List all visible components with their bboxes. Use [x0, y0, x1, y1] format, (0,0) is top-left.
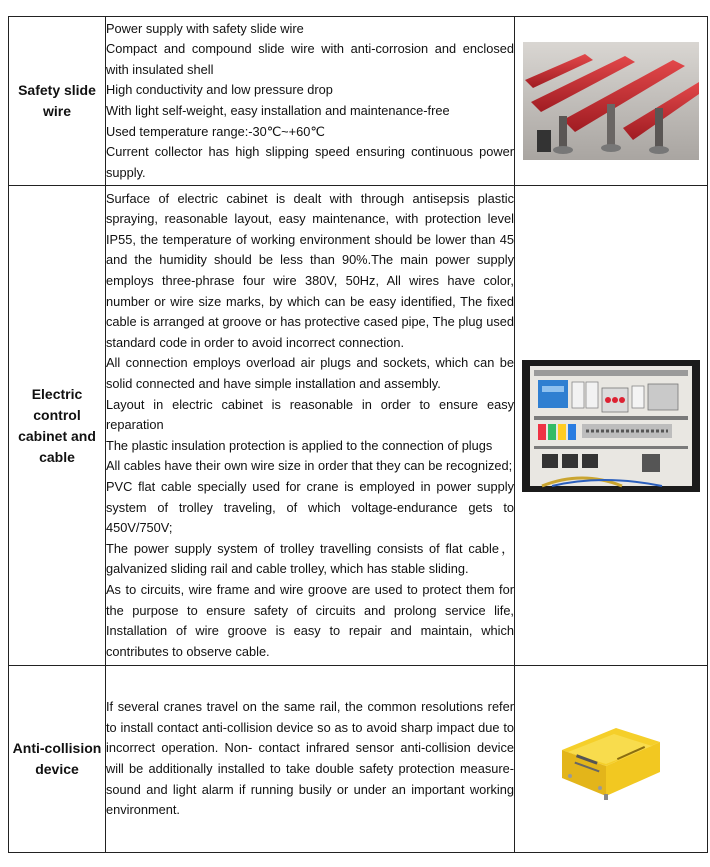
- description-line: All cables have their own wire size in order that they can be recognized;: [106, 458, 513, 474]
- description-line: Current collector has high slipping speed ensuring continuous power supply.: [106, 144, 514, 180]
- description-line: PVC flat cable specially used for crane is employed in power supply system of trolley traveling, of which voltage-endurance gets to 450V/750V;: [106, 478, 514, 536]
- row-image-cell: [515, 17, 708, 186]
- description-line: Power supply with safety slide wire: [106, 20, 304, 36]
- row-label: Electric control cabinet and cable: [9, 186, 106, 666]
- table-row: [9, 666, 708, 853]
- description-line: Layout in electric cabinet is reasonable in order to ensure easy reparation: [106, 396, 514, 433]
- row-description: [106, 186, 515, 666]
- row-label: Safety slide wire: [9, 17, 106, 186]
- description-line: As to circuits, wire frame and wire groove are used to protect them for the purpose to ensure safety of circuits and prolong service life, Installation of wire groove is easy to repair and maintain, which contributes to observe cable.: [106, 581, 514, 659]
- description-line: Compact and compound slide wire with anti-corrosion and enclosed with insulated shell: [106, 41, 514, 77]
- description-line: The plastic insulation protection is applied to the connection of plugs: [106, 437, 493, 453]
- row-image-cell: [515, 666, 708, 853]
- row-label: Anti-collision device: [9, 666, 106, 853]
- description-line: With light self-weight, easy installation and maintenance-free: [106, 103, 450, 118]
- description-line: High conductivity and low pressure drop: [106, 82, 333, 98]
- row-image-cell: [515, 186, 708, 666]
- anti-collision-device-photo: [556, 716, 666, 802]
- description-line: Used temperature range:-30℃~+60℃: [106, 123, 325, 139]
- row-description: [106, 666, 515, 853]
- table-row: [9, 186, 708, 666]
- electric-cabinet-photo: [522, 360, 700, 492]
- table-row: [9, 17, 708, 186]
- row-description: [106, 17, 515, 186]
- slide-wire-photo: [523, 42, 699, 160]
- description-line: The power supply system of trolley travelling consists of flat cable，galvanized sliding rail and cable trolley, which has stable sliding.: [106, 540, 514, 577]
- description-line: If several cranes travel on the same rail, the common resolutions refer to install contact anti-collision device so as to avoid sharp impact due to incorrect operation. Non- contact infrared sensor anti-collision device will be additionally installed to take double safety protection measure-sound and light alarm if running busily or under an important working environment.: [106, 699, 514, 818]
- description-line: All connection employs overload air plugs and sockets, which can be solid connected and have simple installation and assembly.: [106, 355, 514, 392]
- spec-table: [8, 16, 708, 853]
- description-line: Surface of electric cabinet is dealt with through antisepsis plastic spraying, reasonable layout, easy maintenance, with protection level IP55, the temperature of working environment should be lower than 45 and the humidity should be less than 90%.The main power supply employs three-phrase four wire 380V, 50Hz, All wires have color, number or wire size marks, by which can be easy identified, The fixed cable is arranged at groove or has protective cased pipe, The plug used standard code in order to avoid incorrect connection.: [106, 190, 514, 350]
